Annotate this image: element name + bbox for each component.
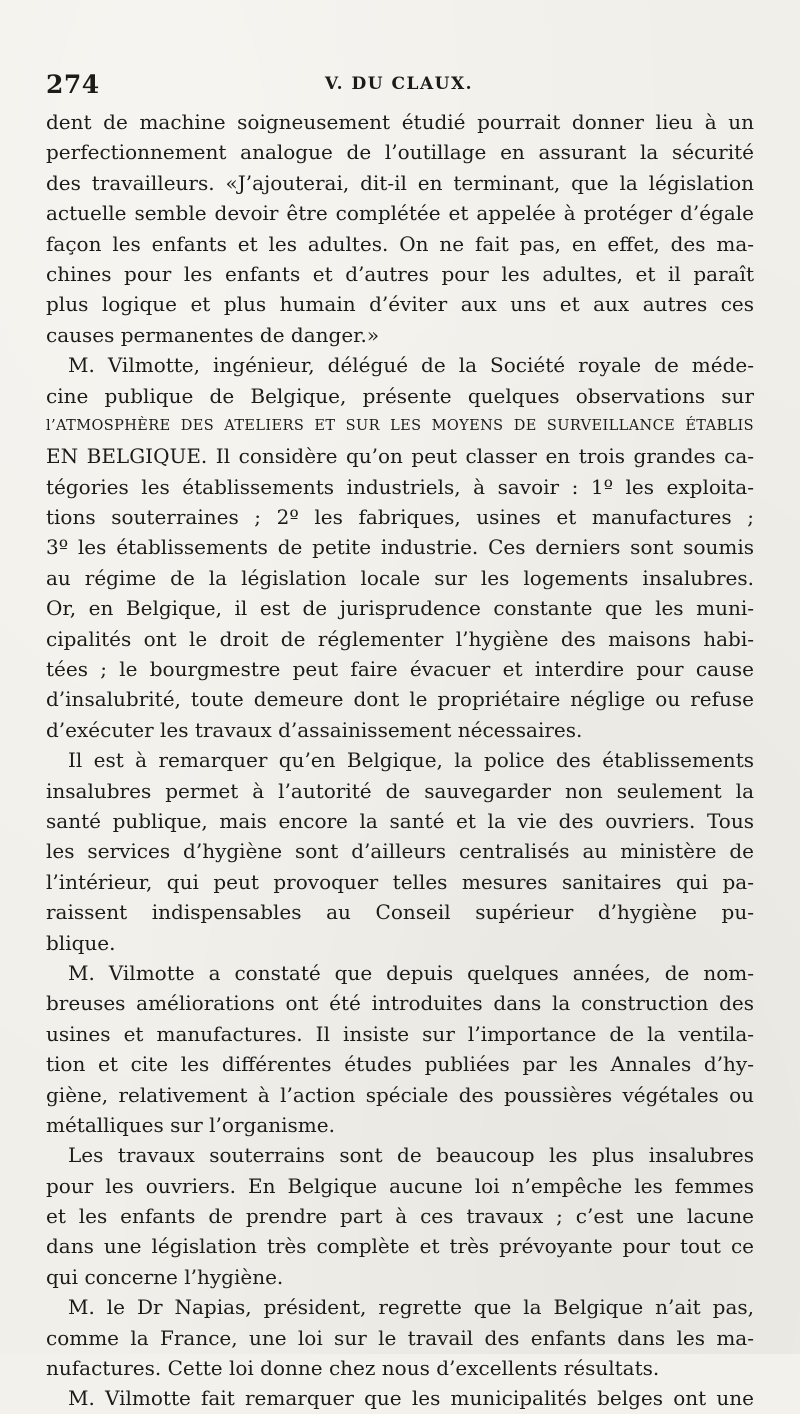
- text-line: M. le Dr Napias, président, regrette que la Belgique n’ait pas,: [68, 1295, 754, 1320]
- text-line: 3º les établissements de petite industrie. Ces derniers sont soumis: [46, 535, 754, 560]
- text-line: Les travaux souterrains sont de beaucoup les plus insalubres: [68, 1143, 754, 1168]
- text-line: M. Vilmotte fait remarquer que les municipalités belges ont une: [68, 1386, 754, 1411]
- page-number: 274: [46, 70, 100, 99]
- text-line: cipalités ont le droit de réglementer l’hygiène des maisons habi-: [46, 626, 754, 651]
- text-line: EN BELGIQUE. Il considère qu’on peut classer en trois grandes ca-: [46, 444, 754, 469]
- text-line: tions souterraines ; 2º les fabriques, usines et manufactures ;: [46, 505, 754, 530]
- text-line: l’intérieur, qui peut provoquer telles mesures sanitaires qui pa-: [46, 869, 754, 894]
- text-line: M. Vilmotte, ingénieur, délégué de la Société royale de méde-: [68, 353, 754, 378]
- text-line: causes permanentes de danger.»: [46, 322, 380, 347]
- text-line: insalubres permet à l’autorité de sauvegarder non seulement la: [46, 778, 754, 803]
- text-line: d’insalubrité, toute demeure dont le propriétaire néglige ou refuse: [46, 687, 754, 712]
- text-line: actuelle semble devoir être complétée et appelée à protéger d’égale: [46, 201, 754, 226]
- text-line: métalliques sur l’organisme.: [46, 1112, 335, 1137]
- text-line: et les enfants de prendre part à ces travaux ; c’est une lacune: [46, 1204, 754, 1229]
- text-line: dans une législation très complète et très prévoyante pour tout ce: [46, 1234, 754, 1259]
- text-line: tion et cite les différentes études publiées par les Annales d’hy-: [46, 1052, 754, 1077]
- text-line: perfectionnement analogue de l’outillage en assurant la sécurité: [46, 140, 754, 165]
- text-line: d’exécuter les travaux d’assainissement nécessaires.: [46, 717, 583, 742]
- text-line: façon les enfants et les adultes. On ne fait pas, en effet, des ma-: [46, 231, 754, 256]
- running-head: V. DU CLAUX.: [324, 74, 474, 94]
- text-line: raissent indispensables au Conseil supérieur d’hygiène pu-: [46, 900, 754, 925]
- text-line: breuses améliorations ont été introduites dans la construction des: [46, 991, 754, 1016]
- text-line: chines pour les enfants et d’autres pour les adultes, et il paraît: [46, 261, 754, 286]
- text-line: l’ATMOSPHÈRE DES ATELIERS ET SUR LES MOYENS DE SURVEILLANCE ÉTABLIS: [46, 417, 754, 434]
- text-line: tées ; le bourgmestre peut faire évacuer et interdire pour cause: [46, 657, 754, 682]
- text-line: les services d’hygiène sont d’ailleurs centralisés au ministère de: [46, 839, 754, 864]
- text-line: blique.: [46, 930, 116, 955]
- text-line: dent de machine soigneusement étudié pourrait donner lieu à un: [46, 110, 754, 134]
- text-line: au régime de la législation locale sur les logements insalubres.: [46, 565, 754, 590]
- text-line: Or, en Belgique, il est de jurisprudence constante que les muni-: [46, 596, 754, 621]
- text-line: usines et manufactures. Il insiste sur l’importance de la ventila-: [46, 1021, 754, 1046]
- text-line: comme la France, une loi sur le travail des enfants dans les ma-: [46, 1325, 754, 1350]
- body-text: [46, 107, 754, 1414]
- text-line: qui concerne l’hygiène.: [46, 1264, 284, 1289]
- text-line: giène, relativement à l’action spéciale des poussières végétales ou: [46, 1082, 754, 1107]
- text-line: santé publique, mais encore la santé et la vie des ouvriers. Tous: [46, 808, 754, 833]
- text-line: tégories les établissements industriels, à savoir : 1º les exploita-: [46, 474, 754, 499]
- text-line: cine publique de Belgique, présente quelques observations sur: [46, 383, 754, 408]
- text-line: Il est à remarquer qu’en Belgique, la police des établissements: [68, 748, 754, 773]
- text-line: des travailleurs. «J’ajouterai, dit-il en terminant, que la législation: [46, 170, 754, 195]
- text-line: plus logique et plus humain d’éviter aux uns et aux autres ces: [46, 292, 754, 317]
- text-line: nufactures. Cette loi donne chez nous d’excellents résultats.: [46, 1356, 660, 1381]
- page-header: [46, 70, 752, 106]
- text-line: M. Vilmotte a constaté que depuis quelques années, de nom-: [68, 960, 754, 985]
- text-line: pour les ouvriers. En Belgique aucune loi n’empêche les femmes: [46, 1173, 754, 1198]
